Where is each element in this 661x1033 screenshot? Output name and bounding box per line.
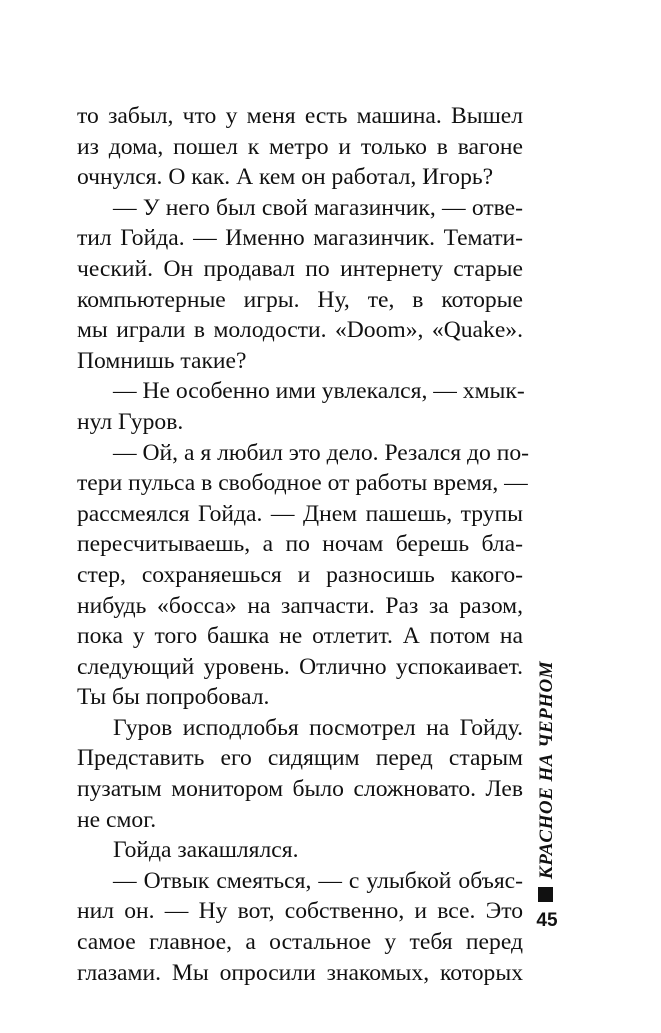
text-line: самое главное, а остальное у тебя перед [77, 929, 523, 956]
text-line: — У него был свой магазинчик, — отве- [113, 194, 523, 221]
text-line: компьютерные игры. Ну, те, в которые [77, 286, 523, 313]
text-line: не смог. [77, 806, 157, 833]
text-line: Помнишь такие? [77, 347, 247, 374]
text-line: мы играли в молодости. «Doom», «Quake». [77, 317, 523, 344]
text-line: ческий. Он продавал по интернету старые [77, 255, 523, 282]
text-line: стер, сохраняешься и разносишь какого- [77, 561, 523, 588]
text-line: — Ой, а я любил это дело. Резался до по- [113, 439, 529, 466]
text-line: пересчитываешь, а по ночам берешь бла- [77, 531, 523, 558]
page-number: 45 [536, 910, 558, 931]
text-line: пузатым монитором было сложновато. Лев [77, 776, 523, 803]
text-line: нил он. — Ну вот, собственно, и все. Это [77, 898, 523, 925]
text-line: следующий уровень. Отлично успокаивает. [77, 653, 523, 680]
text-line: — Не особенно ими увлекался, — хмык- [113, 378, 525, 405]
text-line: Гуров исподлобья посмотрел на Гойду. [113, 714, 523, 741]
running-title [530, 655, 564, 885]
text-line: Представить его сидящим перед старым [77, 745, 523, 772]
text-line: Ты бы попробовал. [77, 684, 270, 711]
text-line: рассмеялся Гойда. — Днем пашешь, трупы [77, 500, 523, 527]
text-line: тил Гойда. — Именно магазинчик. Темати- [77, 225, 523, 252]
text-line: из дома, пошел к метро и только в вагоне [77, 133, 523, 160]
text-line: — Отвык смеяться, — с улыбкой объяс- [113, 867, 523, 894]
text-line: то забыл, что у меня есть машина. Вышел [77, 103, 523, 129]
text-line: глазами. Мы опросили знакомых, которых [77, 959, 523, 986]
text-line: очнулся. О как. А кем он работал, Игорь? [77, 164, 494, 191]
text-line: нибудь «босса» на запчасти. Раз за разом, [77, 592, 523, 619]
text-line: пока у того башка не отлетит. А потом на [77, 623, 523, 650]
text-line: нул Гуров. [77, 408, 184, 435]
running-title-text: КРАСНОЕ НА ЧЕРНОМ [536, 660, 557, 880]
text-line: Гойда закашлялся. [113, 837, 299, 864]
black-square-icon [538, 887, 553, 902]
text-line: тери пульса в свободное от работы время, — [77, 470, 528, 497]
body-text [77, 101, 529, 988]
